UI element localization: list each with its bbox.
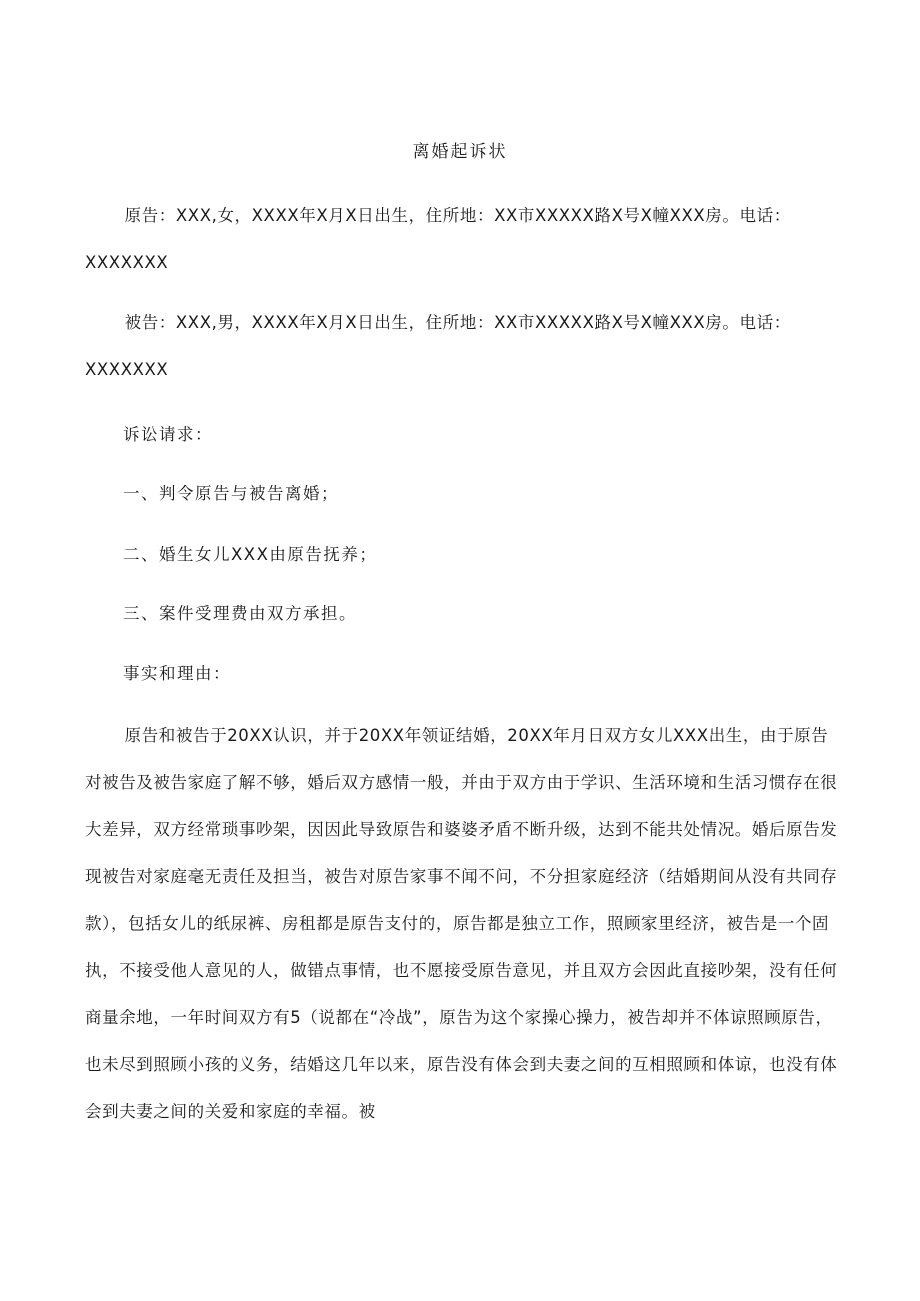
defendant-paragraph — [85, 299, 840, 393]
document-title: 离婚起诉状 — [412, 142, 508, 162]
facts-heading: 事实和理由： — [123, 664, 231, 683]
defendant-text: 被告：XXX,男，XXXX年X月X日出生，住所地：XX市XXXXX路X号X幢XXX房。电话：XXXXXXX — [85, 313, 791, 379]
claims-heading: 诉讼请求： — [123, 425, 213, 444]
claim-item-3: 三、案件受理费由双方承担。 — [123, 604, 357, 623]
plaintiff-text: 原告：XXX,女，XXXX年X月X日出生，住所地：XX市XXXXX路X号X幢XXX房。电话：XXXXXXX — [85, 206, 791, 272]
facts-paragraph — [85, 712, 840, 1135]
plaintiff-paragraph — [85, 192, 840, 286]
facts-text: 原告和被告于20XX认识，并于20XX年领证结婚，20XX年月日双方女儿XXX出生，由于原告对被告及被告家庭了解不够，婚后双方感情一般，并由于双方由于学识、生活环境和生活习惯存在很大差异，双方经常琐事吵架，因因此导致原告和婆婆矛盾不断升级，达到不能共处情况。婚后原告发现被告对家庭毫无责任及担当，被告对原告家事不闻不问，不分担家庭经济（结婚期间从没有共同存款），包括女儿的纸尿裤、房租都是原告支付的，原告都是独立工作，照顾家里经济，被告是一个固执，不接受他人意见的人，做错点事情，也不愿接受原告意见，并且双方会因此直接吵架，没有任何商量余地，一年时间双方有5（说都在“冷战”，原告为这个家操心操力，被告却并不体谅照顾原告，也未尽到照顾小孩的义务，结婚这几年以来，原告没有体会到夫妻之间的互相照顾和体谅，也没有体会到夫妻之间的关爱和家庭的幸福。被 — [85, 726, 838, 1121]
claim-item-2: 二、婚生女儿XXX由原告抚养； — [123, 545, 378, 564]
claim-item-1: 一、判令原告与被告离婚； — [123, 484, 339, 503]
